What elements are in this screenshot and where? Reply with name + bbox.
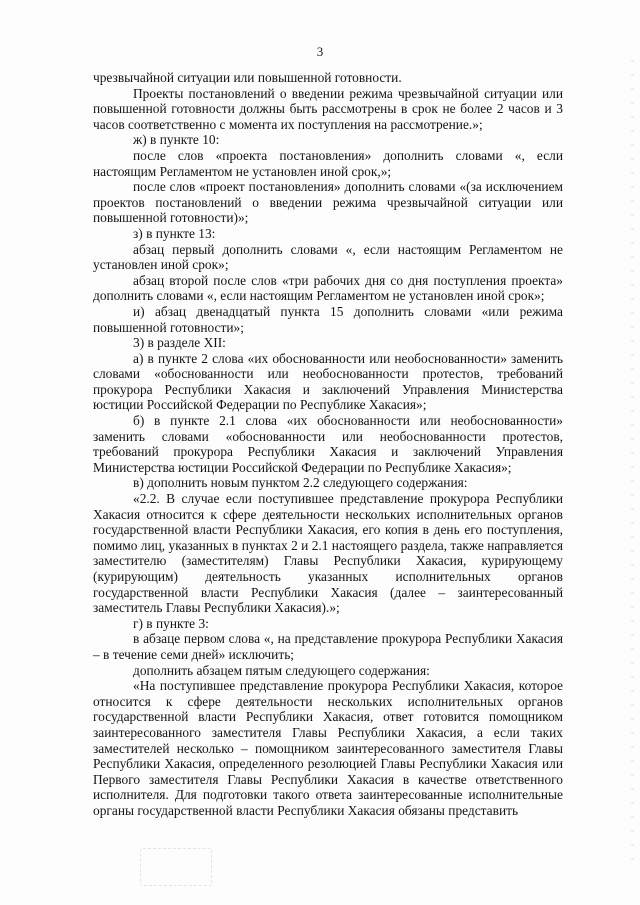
paragraph: после слов «проект постановления» дополнить словами «(за исключением проектов постановлений о введении режима чрезвычайной ситуации или повышенной готовности)»;	[93, 179, 563, 226]
paragraph: в абзаце первом слова «, на представление прокурора Республики Хакасия – в течение семи дней» исключить;	[93, 631, 563, 662]
paragraph: абзац первый дополнить словами «, если настоящим Регламентом не установлен иной срок»;	[93, 241, 563, 273]
paragraph: з) в пункте 13:	[133, 225, 216, 241]
scan-edge-artifact	[631, 60, 634, 860]
paragraph: а) в пункте 2 слова «их обоснованности или необоснованности» заменить словами «обоснованности или необоснованности протестов, требований прокурора Республики Хакасия и заключений Управления Министерства юстиции Российской Федерации по Республике Хакасия»;	[93, 350, 563, 413]
scan-stamp-mark	[140, 848, 212, 886]
paragraph: б) в пункте 2.1 слова «их обоснованности или необоснованности» заменить словами «обоснованности или необоснованности протестов, требований прокурора Республики Хакасия и заключений Управления Министерства юстиции Российской Федерации по Республике Хакасия»;	[93, 413, 563, 475]
paragraph: 3) в разделе XII:	[133, 335, 226, 351]
paragraph: абзац второй после слов «три рабочих дня со дня поступления проекта» дополнить словами «, если настоящим Регламентом не установлен иной срок»;	[93, 272, 563, 304]
paragraph: г) в пункте 3:	[133, 615, 209, 631]
paragraph: Проекты постановлений о введении режима чрезвычайной ситуации или повышенной готовности должны быть рассмотрены в срок не более 2 часов и 3 часов соответственно с момента их поступления на рассмотрение.»;	[93, 85, 563, 132]
document-body	[93, 70, 563, 819]
paragraph: в) дополнить новым пунктом 2.2 следующего содержания:	[133, 475, 468, 491]
paragraph: «2.2. В случае если поступившее представление прокурора Республики Хакасия относится к сфере деятельности нескольких исполнительных органов государственной власти Республики Хакасия, его копия в день его поступления, помимо лиц, указанных в пунктах 2 и 2.1 настоящего раздела, также направляется заместителю (заместителям) Главы Республики Хакасия, курирующему (курирующим) деятельность указанных исполнительных органов государственной власти Республики Хакасия (далее – заинтересованный заместитель Главы Республики Хакасия).»;	[93, 491, 563, 616]
paragraph: чрезвычайной ситуации или повышенной готовности.	[93, 70, 402, 85]
paragraph: и) абзац двенадцатый пункта 15 дополнить словами «или режима повышенной готовности»;	[93, 303, 563, 335]
paragraph: дополнить абзацем пятым следующего содержания:	[133, 662, 430, 678]
paragraph: после слов «проекта постановления» дополнить словами «, если настоящим Регламентом не установлен иной срок,»;	[93, 147, 563, 179]
paragraph: «На поступившее представление прокурора Республики Хакасия, которое относится к сфере деятельности нескольких исполнительных органов государственной власти Республики Хакасия, ответ готовится помощником заинтересованного заместителя Главы Республики Хакасия, а если таких заместителей несколько – помощником заинтересованного заместителя Главы Республики Хакасия, определенного резолюцией Главы Республики Хакасия или Первого заместителя Главы Республики Хакасия в качестве ответственного исполнителя. Для подготовки такого ответа заинтересованные исполнительные органы государственной власти Республики Хакасия обязаны представить	[93, 678, 563, 818]
page-number: 3	[316, 44, 324, 59]
paragraph: ж) в пункте 10:	[133, 132, 220, 148]
